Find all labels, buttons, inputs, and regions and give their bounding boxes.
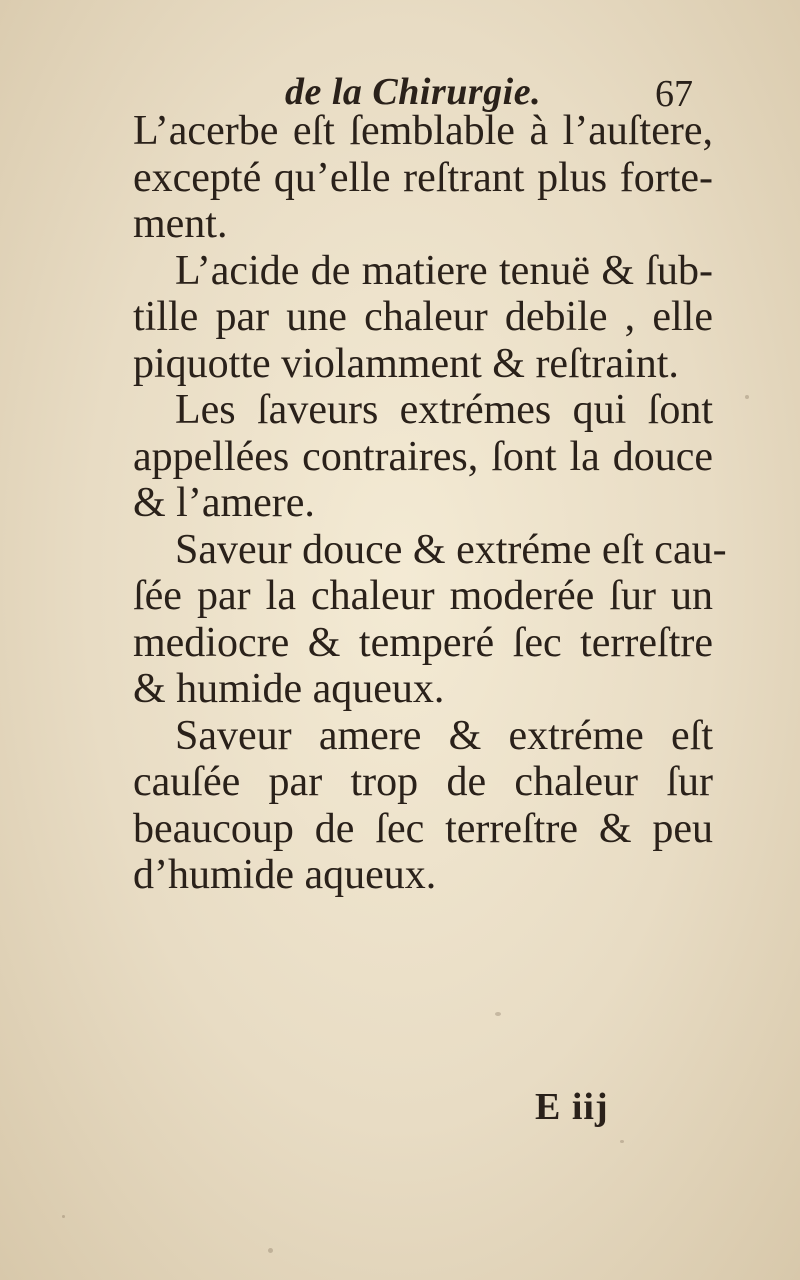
text-line: cauſée par trop de chaleur ſur xyxy=(133,759,713,805)
paragraph xyxy=(133,108,713,248)
text-line: beaucoup de ſec terreſtre & peu xyxy=(133,805,713,852)
paper-speck xyxy=(745,395,749,399)
signature-mark: E iij xyxy=(535,1086,609,1128)
paragraph xyxy=(133,713,713,899)
text-line: Saveur amere & extréme eſt xyxy=(175,712,713,759)
text-line: d’humide aqueux. xyxy=(133,852,437,898)
running-head-title: de la Chirurgie. xyxy=(285,71,542,113)
text-line: & humide aqueux. xyxy=(133,666,445,712)
text-line: appellées contraires, ſont la douce xyxy=(133,433,713,480)
body-text xyxy=(133,108,727,899)
text-line: tille par une chaleur debile , elle xyxy=(133,294,713,340)
text-line: piquotte violamment & reſtraint. xyxy=(133,340,679,387)
text-line: ſée par la chaleur moderée ſur un xyxy=(133,573,713,619)
text-line: excepté qu’elle reſtrant plus forte- xyxy=(133,154,713,201)
page-number: 67 xyxy=(655,73,693,115)
text-line: mediocre & temperé ſec terreſtre xyxy=(133,619,713,666)
paper-speck xyxy=(62,1215,65,1218)
paragraph xyxy=(133,248,713,388)
paper-speck xyxy=(620,1140,624,1143)
paragraph xyxy=(133,526,727,713)
paper-speck xyxy=(268,1248,273,1253)
text-line: Saveur douce & extréme eſt cau- xyxy=(175,526,727,573)
paragraph xyxy=(133,387,713,527)
text-line: L’acerbe eſt ſemblable à l’auſtere, xyxy=(133,108,713,154)
text-line: L’acide de matiere tenuë & ſub- xyxy=(175,247,713,294)
text-line: & l’amere. xyxy=(133,480,315,526)
text-line: Les ſaveurs extrémes qui ſont xyxy=(175,387,713,433)
paper-speck xyxy=(495,1012,501,1016)
text-line: ment. xyxy=(133,201,228,247)
